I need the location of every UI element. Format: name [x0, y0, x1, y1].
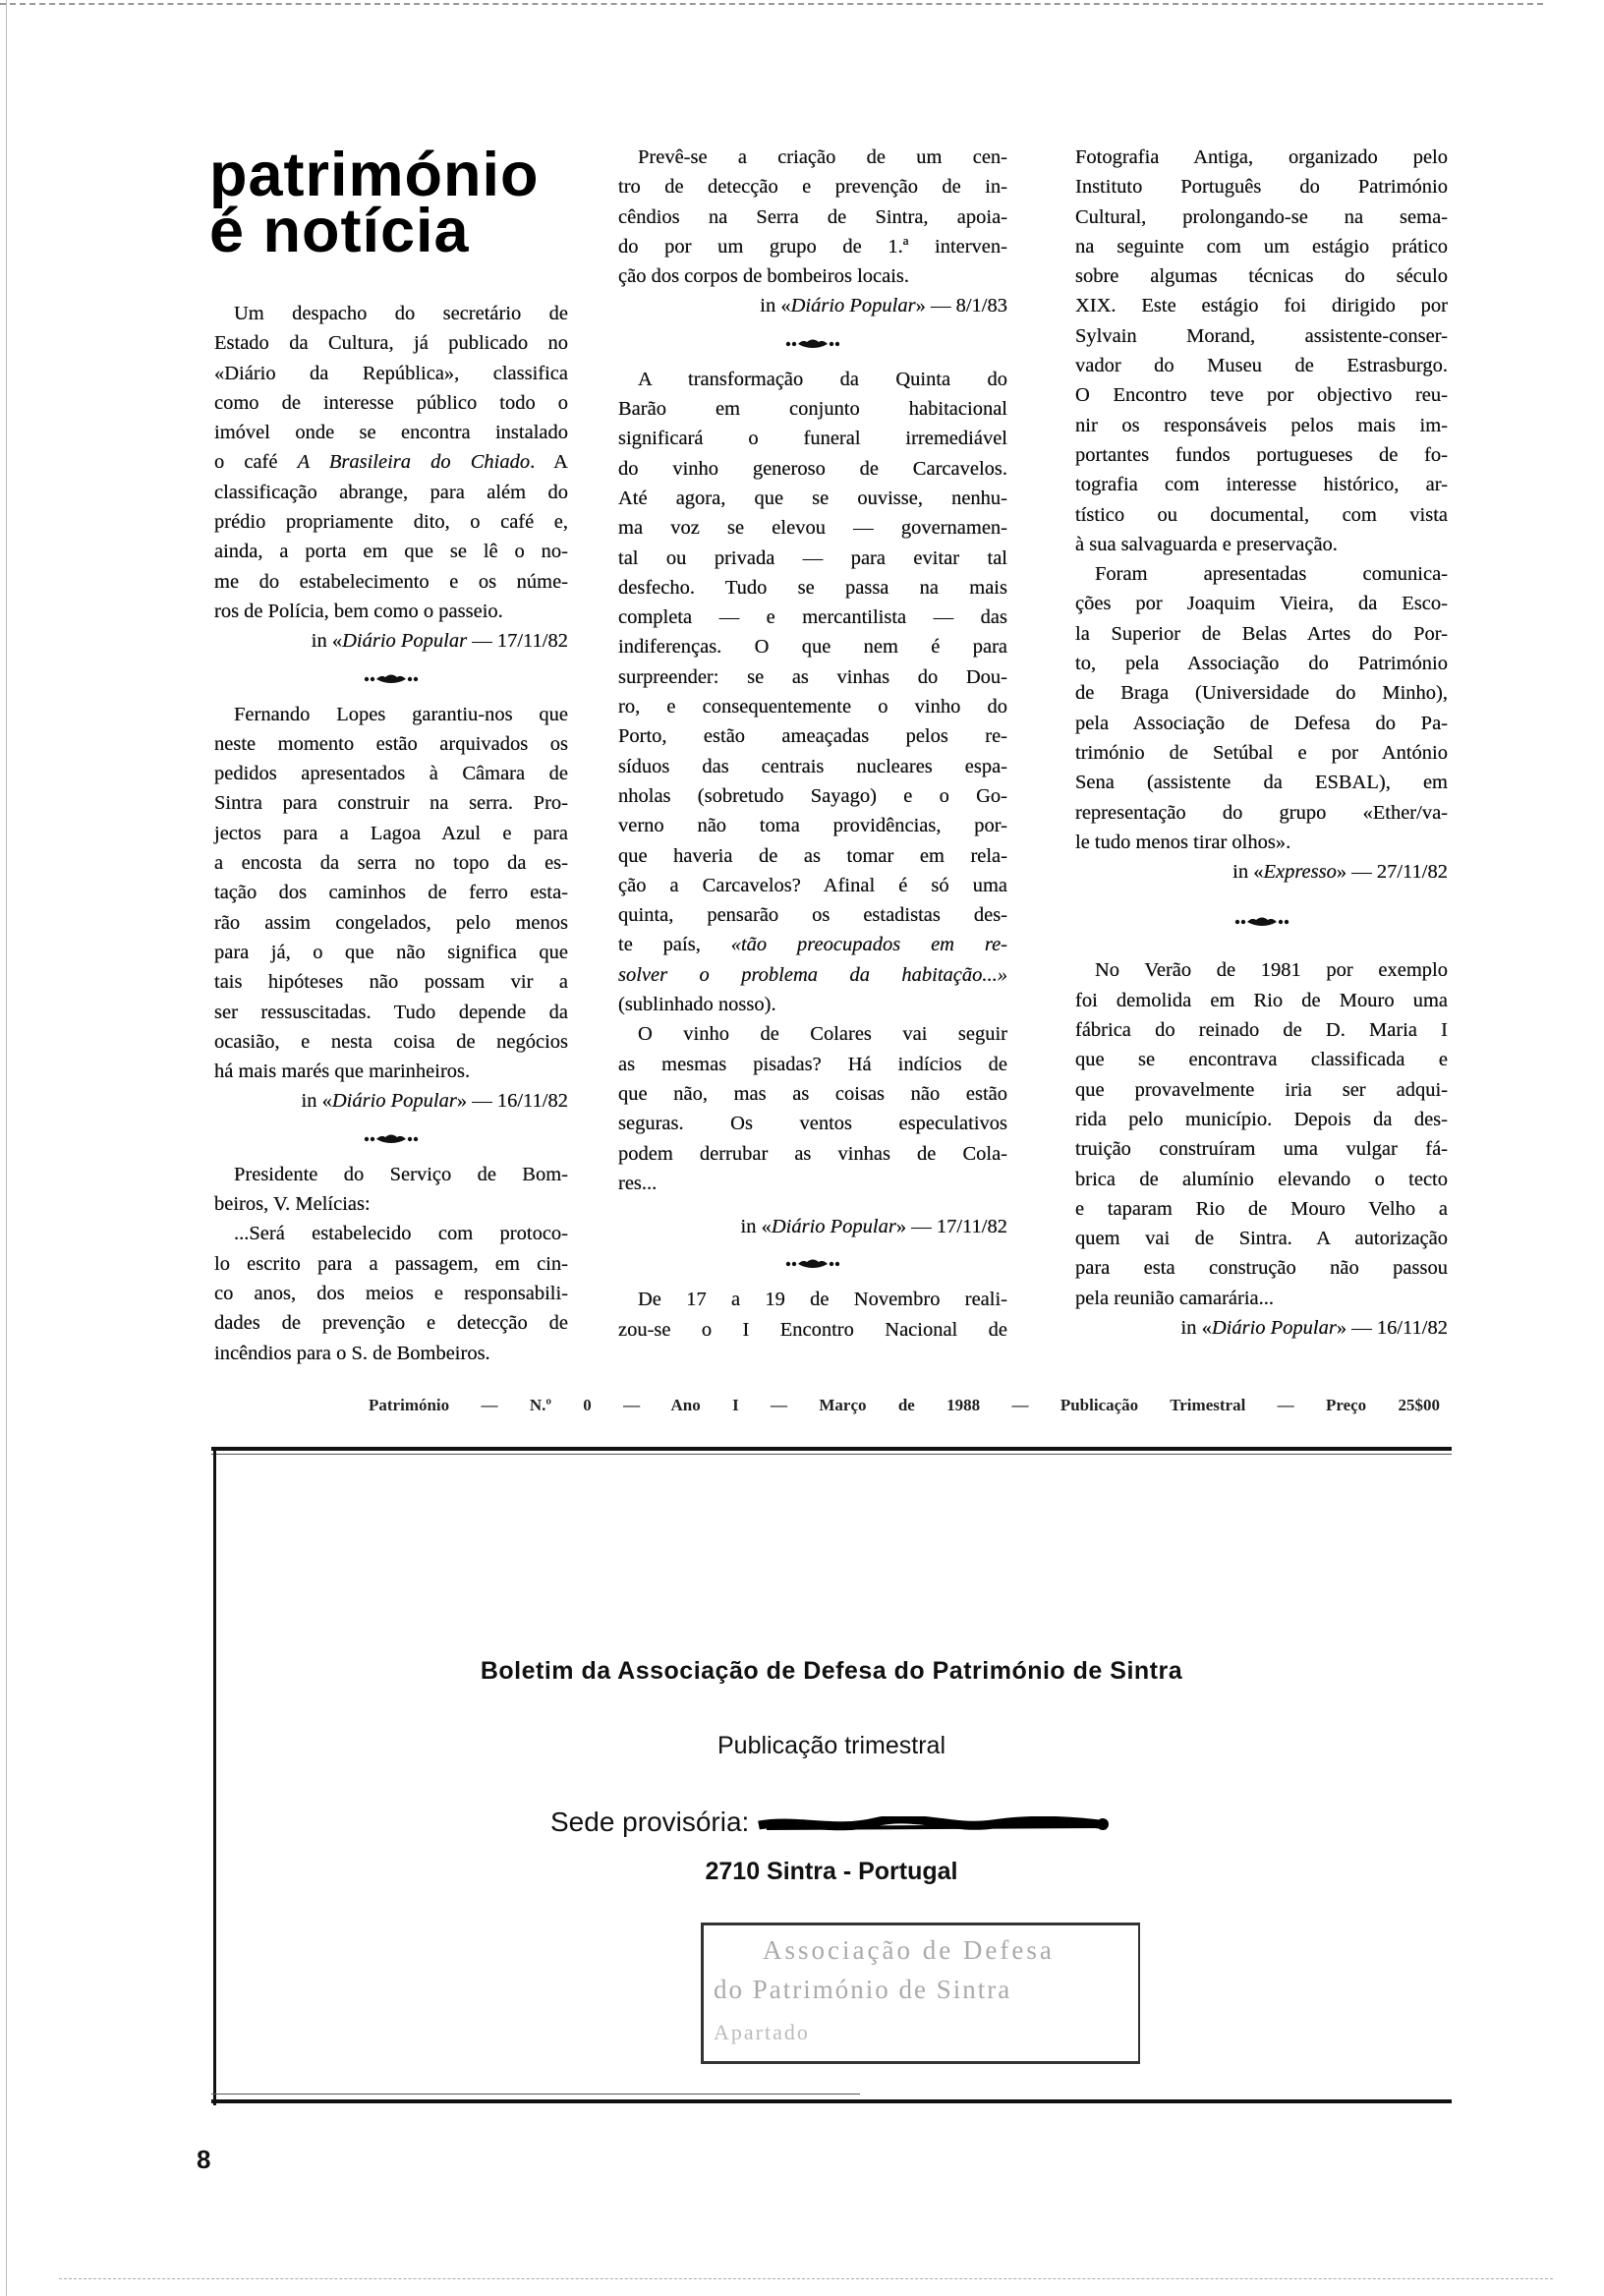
italic-text: Diário Popular [1211, 1316, 1337, 1339]
text-line: ma voz se elevou — governamen- [618, 517, 1007, 540]
text-line: «Diário da República», classifica [214, 362, 568, 384]
text-line [618, 960, 1007, 990]
ornament-dot [1240, 920, 1244, 924]
text-line: tação dos caminhos de ferro esta- [214, 882, 568, 904]
text-line: ção a Carcavelos? Afinal é só uma [618, 874, 1007, 896]
paragraph [214, 700, 568, 1087]
text-line: na seguinte com um estágio prático [1075, 235, 1448, 258]
fleuron-icon [785, 1256, 840, 1270]
text-line: e taparam Rio de Mouro Velho a [1075, 1197, 1448, 1220]
ornament-dot [786, 1262, 790, 1266]
title-line-1: património [209, 141, 540, 209]
text-line: tais hipóteses não possam vir a [214, 971, 568, 994]
source-citation [1075, 1313, 1448, 1343]
text-line: síduos das centrais nucleares espa- [618, 755, 1007, 777]
text-span: in « [301, 1090, 332, 1113]
text-line: trimónio de Setúbal e por António [1075, 741, 1448, 764]
text-span: » — 16/11/82 [456, 1090, 568, 1113]
text-line: há mais marés que marinheiros. [214, 1061, 471, 1083]
ornament-dot [1284, 920, 1288, 924]
text-line: fábrica do reinado de D. Maria I [1075, 1019, 1448, 1042]
ornament-leaf [376, 1134, 406, 1143]
text-line: imóvel onde se encontra instalado [214, 422, 568, 444]
text-line: quem vai de Sintra. A autorização [1075, 1228, 1448, 1250]
text-line: dades de prevenção e detecção de [214, 1312, 568, 1335]
text-line: foi demolida em Rio de Mouro uma [1075, 989, 1448, 1011]
text-span: te país, [618, 934, 731, 956]
ornament-dot [792, 1262, 796, 1266]
text-line: Até agora, que se ouvisse, nenhu- [618, 487, 1007, 509]
ornament-dot [830, 342, 833, 346]
text-line: co anos, dos meios e responsabili- [214, 1282, 568, 1304]
text-line: ...Será estabelecido com protoco- [234, 1223, 568, 1245]
text-line: to, pela Associação do Património [1075, 653, 1448, 675]
text-line: (sublinhado nosso). [618, 994, 776, 1016]
text-line: Porto, estão ameaçadas pelos re- [618, 725, 1007, 748]
text-line [214, 447, 568, 477]
ornament-divider [1075, 887, 1448, 955]
text-line: que provavelmente iria ser adqui- [1075, 1078, 1448, 1101]
text-line: quinta, pensarão os estadistas des- [618, 904, 1007, 927]
text-span: in « [760, 295, 791, 317]
text-line: representação do grupo «Ether/va- [1075, 801, 1448, 824]
text-line [618, 930, 1007, 959]
text-span: — 17/11/82 [467, 630, 568, 653]
ornament-dot [792, 342, 796, 346]
fleuron-icon [1234, 914, 1289, 928]
text-line: No Verão de 1981 por exemplo [1095, 959, 1448, 982]
text-line: A transformação da Quinta do [638, 368, 1007, 390]
text-line: ro, e consequentemente o vinho do [618, 696, 1007, 718]
text-line: beiros, V. Melícias: [214, 1193, 371, 1216]
text-span: in « [311, 630, 343, 653]
article-column-left [214, 299, 568, 1368]
text-line: tografia com interesse histórico, ar- [1075, 474, 1448, 496]
text-line: vador do Museu de Estrasburgo. [1075, 355, 1448, 377]
ornament-dot [1234, 920, 1238, 924]
text-line: significará o funeral irremediável [618, 428, 1007, 450]
text-line: desfecho. Tudo se passa na mais [618, 576, 1007, 599]
text-line: ocasião, e nesta coisa de negócios [214, 1030, 568, 1053]
ornament-dot [786, 342, 790, 346]
text-line: Um despacho do secretário de [234, 303, 568, 324]
ornament-dot [371, 1137, 374, 1141]
ornament-divider [214, 1117, 568, 1160]
ornament-dot [830, 1262, 833, 1266]
text-line: Estado da Cultura, já publicado no [214, 332, 568, 355]
text-line: Foram apresentadas comunica- [1095, 563, 1448, 586]
text-line: tal ou privada — para evitar tal [618, 546, 1007, 569]
text-span: » — 17/11/82 [895, 1216, 1007, 1238]
box-top-thin-rule [211, 1454, 1452, 1455]
publication-frequency: Publicação trimestral [716, 1732, 946, 1759]
article-column-middle [618, 143, 1007, 1345]
text-line: pela Associação de Defesa do Pa- [1075, 712, 1448, 734]
fleuron-icon [785, 336, 840, 350]
italic-text: Expresso [1263, 861, 1337, 884]
text-span: in « [1232, 861, 1264, 884]
paragraph [618, 143, 1007, 291]
text-line: Barão em conjunto habitacional [618, 398, 1007, 421]
source-citation [618, 291, 1007, 320]
text-span: in « [1180, 1316, 1212, 1339]
text-line: rão assim congelados, pelo menos [214, 911, 568, 934]
scan-left-edge [6, 0, 7, 2296]
text-line: nir os responsáveis pelos mais im- [1075, 414, 1448, 436]
ornament-dot [835, 342, 839, 346]
text-line: ção dos corpos de bombeiros locais. [618, 265, 910, 288]
italic-text: solver o problema da habitação...» [618, 963, 1007, 986]
text-line: que haveria de as tomar em rela- [618, 844, 1007, 867]
text-line: lo escrito para a passagem, em cin- [214, 1252, 568, 1275]
text-line: completa — e mercantilista — das [618, 606, 1007, 629]
text-line: ros de Polícia, bem como o passeio. [214, 600, 503, 622]
ornament-dot [414, 676, 418, 680]
ornament-leaf [798, 1260, 828, 1269]
text-span: » — 27/11/82 [1336, 861, 1448, 884]
ornament-leaf [1247, 918, 1277, 927]
text-line: de Braga (Universidade do Minho), [1075, 682, 1448, 705]
text-line: que se encontrava classificada e [1075, 1049, 1448, 1071]
text-line: seguras. Os ventos especulativos [618, 1113, 1007, 1135]
text-line: Sintra para construir na serra. Pro- [214, 792, 568, 815]
page-number: 8 [197, 2145, 211, 2174]
text-line: que não, mas as coisas não estão [618, 1082, 1007, 1105]
text-line: jectos para a Lagoa Azul e para [214, 822, 568, 844]
text-line: a encosta da serra no topo da es- [214, 852, 568, 875]
ornament-leaf [376, 674, 406, 683]
article-column-right [1075, 143, 1448, 1343]
bulletin-name: Boletim da Associação de Defesa do Património de Sintra [480, 1657, 1183, 1685]
paragraph [1075, 559, 1448, 857]
text-line: do vinho generoso de Carcavelos. [618, 457, 1007, 480]
text-line: ções por Joaquim Vieira, da Esco- [1075, 593, 1448, 615]
text-line: Fotografia Antiga, organizado pelo [1075, 146, 1448, 168]
paragraph [214, 299, 568, 626]
ornament-dot [835, 1262, 839, 1266]
ornament-leaf [798, 339, 828, 348]
text-line: incêndios para o S. de Bombeiros. [214, 1342, 490, 1364]
masthead-box [211, 1447, 1452, 2105]
text-line: O vinho de Colares vai seguir [638, 1023, 1007, 1046]
source-citation [618, 1212, 1007, 1241]
italic-text: Diário Popular [771, 1216, 896, 1238]
text-line: neste momento estão arquivados os [214, 732, 568, 755]
box-bottom-rule [211, 2099, 1452, 2103]
text-line: XIX. Este estágio foi dirigido por [1075, 295, 1448, 317]
text-line: como de interesse público todo o [214, 391, 568, 414]
text-line: tístico ou documental, com vista [1075, 503, 1448, 526]
text-line: indiferenças. O que nem é para [618, 636, 1007, 659]
text-line: verno não toma providências, por- [618, 815, 1007, 837]
ornament-dot [408, 676, 412, 680]
text-line: pela reunião camarária... [1075, 1287, 1275, 1309]
source-citation [214, 626, 568, 656]
text-line: Instituto Português do Património [1075, 176, 1448, 199]
text-span: in « [740, 1216, 772, 1238]
stamp-line-3: Apartado [714, 2020, 810, 2044]
text-span: . A [530, 451, 568, 474]
text-line: res... [618, 1172, 658, 1194]
text-line: brica de alumínio elevando o tecto [1075, 1168, 1448, 1190]
text-line: sobre algumas técnicas do século [1075, 265, 1448, 288]
ornament-dot [365, 676, 369, 680]
ornament-dot [414, 1137, 418, 1141]
text-line: para esta construção não passou [1075, 1257, 1448, 1280]
fleuron-icon [364, 671, 419, 685]
italic-text: Diário Popular [342, 630, 468, 653]
ornament-dot [371, 676, 374, 680]
text-line: do por um grupo de 1.ª interven- [618, 235, 1007, 258]
paragraph [1075, 955, 1448, 1313]
ornament-dot [1278, 920, 1282, 924]
text-line: surpreender: se as vinhas do Dou- [618, 665, 1007, 688]
text-line: podem derrubar as vinhas de Cola- [618, 1142, 1007, 1165]
text-line: Prevê-se a criação de um cen- [638, 146, 1007, 168]
text-line: la Superior de Belas Artes do Por- [1075, 622, 1448, 645]
text-line: ser ressuscitadas. Tudo depende da [214, 1001, 568, 1023]
source-citation [214, 1086, 568, 1116]
text-line: portantes fundos portugueses de fo- [1075, 443, 1448, 466]
box-left-rule [213, 1447, 216, 2105]
text-line: ainda, a porta em que se lê o no- [214, 541, 568, 563]
italic-text: A Brasileira do Chiado [297, 451, 531, 474]
paragraph [618, 1285, 1007, 1345]
stamp-line-2: do Património de Sintra [714, 1975, 1012, 2004]
text-line: para já, o que não significa que [214, 941, 568, 963]
address-label: Sede provisória: [550, 1807, 750, 1837]
source-citation [1075, 857, 1448, 887]
text-span: » — 8/1/83 [915, 295, 1007, 317]
text-line: à sua salvaguarda e preservação. [1075, 533, 1338, 555]
text-line: pedidos apresentados à Câmara de [214, 763, 568, 785]
text-line: zou-se o I Encontro Nacional de [618, 1318, 1007, 1341]
italic-text: «tão preocupados em re- [730, 934, 1007, 956]
redacted-address-scribble [757, 1816, 1111, 1834]
text-line: as mesmas pisadas? Há indícios de [618, 1053, 1007, 1075]
text-line: Cultural, prolongando-se na sema- [1075, 205, 1448, 228]
text-line: classificação abrange, para além do [214, 481, 568, 503]
scan-top-edge [0, 3, 1543, 5]
paragraph [1075, 143, 1448, 559]
ornament-divider [618, 321, 1007, 365]
text-line: Fernando Lopes garantiu-nos que [234, 703, 568, 725]
text-line: rida pelo município. Depois da des- [1075, 1108, 1448, 1130]
text-span: » — 16/11/82 [1336, 1316, 1448, 1339]
text-line: prédio propriamente dito, o café e, [214, 511, 568, 534]
page-title [209, 141, 540, 265]
ornament-divider [214, 657, 568, 700]
text-line: nholas (sobretudo Sayago) e o Go- [618, 784, 1007, 807]
stamp-line-1: Associação de Defesa [763, 1935, 1055, 1965]
text-line: truição construíram uma vulgar fá- [1075, 1138, 1448, 1161]
title-line-2: é notícia [209, 197, 470, 265]
ornament-dot [365, 1137, 369, 1141]
text-span: o café [214, 451, 298, 474]
paragraph [618, 1019, 1007, 1198]
italic-text: Diário Popular [331, 1090, 457, 1113]
issue-footer: Património — N.º 0 — Ano I — Março de 1988 — Publicação Trimestral — Preço 25$00 [369, 1396, 1440, 1414]
box-bottom-thin-rule [211, 2094, 860, 2095]
text-line: De 17 a 19 de Novembro reali- [638, 1289, 1007, 1311]
text-line: le tudo menos tirar olhos». [1075, 831, 1291, 853]
fleuron-icon [364, 1131, 419, 1145]
paragraph [618, 365, 1007, 1020]
ornament-dot [408, 1137, 412, 1141]
text-line: me do estabelecimento e os núme- [214, 570, 568, 593]
scan-bottom-edge [59, 2278, 1553, 2279]
italic-text: Diário Popular [790, 295, 916, 317]
paragraph [214, 1160, 568, 1220]
city-line: 2710 Sintra - Portugal [705, 1858, 958, 1885]
text-line: Presidente do Serviço de Bom- [234, 1163, 568, 1185]
text-line: O Encontro teve por objectivo reu- [1075, 384, 1448, 407]
text-line: cêndios na Serra de Sintra, apoia- [618, 205, 1007, 228]
text-line: Sena (assistente da ESBAL), em [1075, 772, 1448, 794]
text-line: Sylvain Morand, assistente-conser- [1075, 324, 1448, 347]
box-top-rule [211, 1447, 1452, 1451]
ornament-divider [618, 1241, 1007, 1285]
association-stamp [701, 1923, 1140, 2064]
paragraph [214, 1219, 568, 1367]
text-line: tro de detecção e prevenção de in- [618, 176, 1007, 199]
